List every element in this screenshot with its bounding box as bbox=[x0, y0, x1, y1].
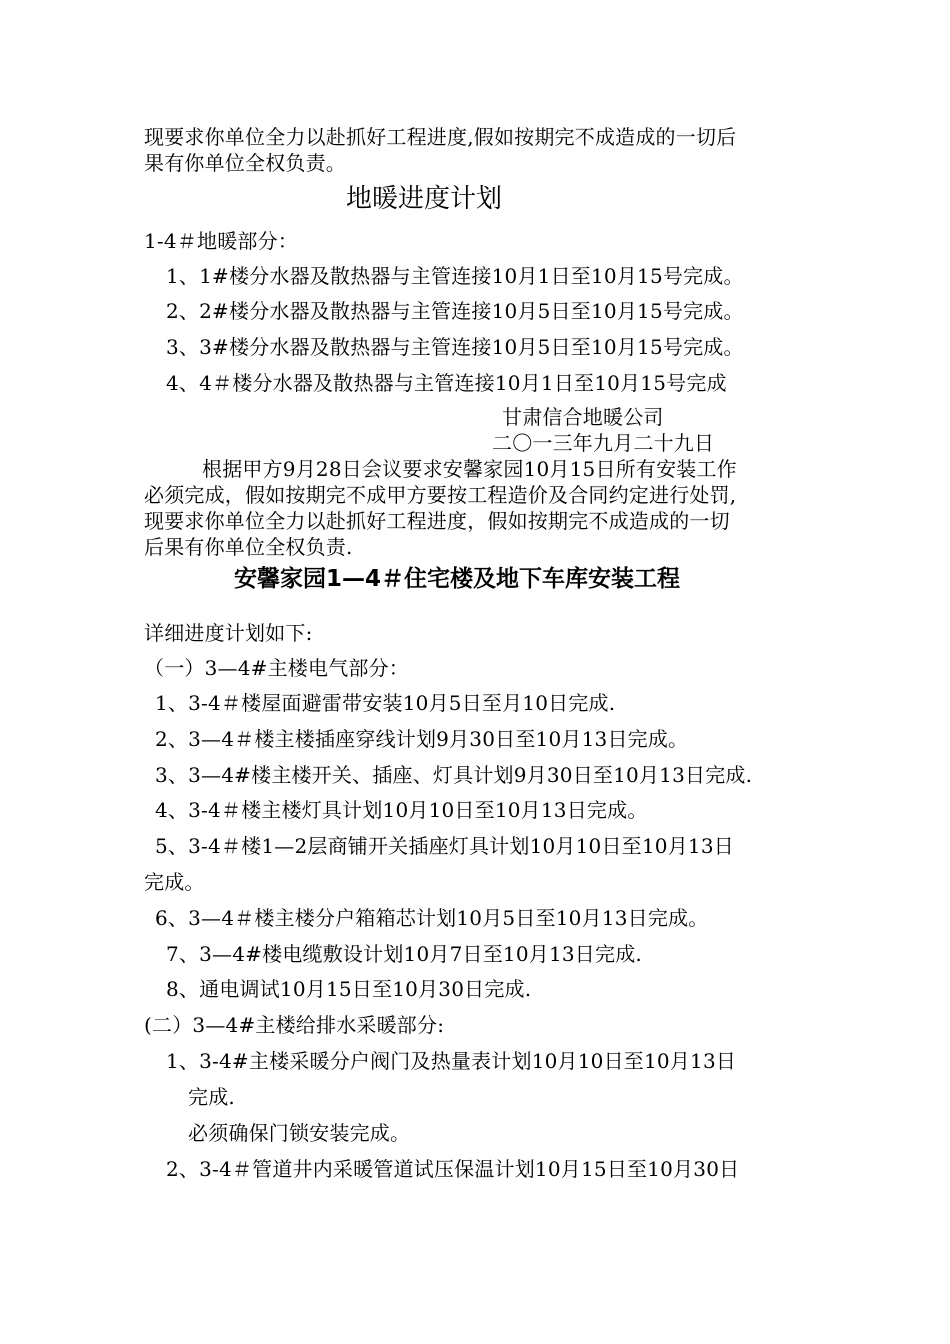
signature-date: 二〇一三年九月二十九日 bbox=[492, 431, 715, 455]
electrical-item: 3、3—4#楼主楼开关、插座、灯具计划9月30日至10月13日完成. bbox=[155, 763, 753, 787]
project-title: 安馨家园1—4＃住宅楼及地下车库安装工程 bbox=[234, 566, 681, 592]
plan-intro: 详细进度计划如下: bbox=[144, 621, 313, 645]
section-title: (二）3—4#主楼给排水采暖部分: bbox=[144, 1013, 445, 1037]
electrical-item: 6、3—4＃楼主楼分户箱箱芯计划10月5日至10月13日完成。 bbox=[155, 906, 709, 930]
paragraph-line: 果有你单位全权负责。 bbox=[144, 151, 346, 175]
plumbing-item: 1、3-4#主楼采暖分户阀门及热量表计划10月10日至10月13日 bbox=[166, 1049, 737, 1073]
electrical-item: 5、3-4＃楼1—2层商铺开关插座灯具计划10月10日至10月13日 bbox=[155, 834, 734, 858]
electrical-item: 8、通电调试10月15日至10月30日完成. bbox=[166, 977, 532, 1001]
plumbing-note: 必须确保门锁安装完成。 bbox=[188, 1121, 411, 1145]
plumbing-item: 2、3-4＃管道井内采暖管道试压保温计划10月15日至10月30日 bbox=[166, 1157, 740, 1181]
heating-item: 2、2#楼分水器及散热器与主管连接10月5日至10月15号完成。 bbox=[166, 299, 744, 323]
notice-line: 后果有你单位全权负责. bbox=[144, 535, 353, 559]
heating-item: 4、4＃楼分水器及散热器与主管连接10月1日至10月15号完成 bbox=[166, 371, 727, 395]
heating-subtitle: 1-4＃地暖部分： bbox=[144, 229, 299, 253]
electrical-item: 7、3—4#楼电缆敷设计划10月7日至10月13日完成. bbox=[166, 942, 642, 966]
section-title: （一）3—4#主楼电气部分： bbox=[144, 656, 410, 680]
electrical-item: 4、3-4＃楼主楼灯具计划10月10日至10月13日完成。 bbox=[155, 798, 648, 822]
heating-item: 3、3#楼分水器及散热器与主管连接10月5日至10月15号完成。 bbox=[166, 335, 744, 359]
plumbing-item-continued: 完成. bbox=[188, 1085, 235, 1109]
electrical-item: 1、3-4＃楼屋面避雷带安装10月5日至月10日完成. bbox=[155, 691, 616, 715]
company-signature: 甘肃信合地暖公司 bbox=[502, 405, 664, 429]
heating-item: 1、1#楼分水器及散热器与主管连接10月1日至10月15号完成。 bbox=[166, 264, 744, 288]
notice-line: 现要求你单位全力以赴抓好工程进度，假如按期完不成造成的一切 bbox=[144, 509, 730, 533]
heating-title: 地暖进度计划 bbox=[346, 184, 503, 214]
notice-line: 必须完成，假如按期完不成甲方要按工程造价及合同约定进行处罚, bbox=[144, 483, 737, 507]
electrical-item-continued: 完成。 bbox=[144, 870, 205, 894]
notice-line: 根据甲方9月28日会议要求安馨家园10月15日所有安装工作 bbox=[202, 457, 737, 481]
electrical-item: 2、3—4＃楼主楼插座穿线计划9月30日至10月13日完成。 bbox=[155, 727, 689, 751]
paragraph-line: 现要求你单位全力以赴抓好工程进度,假如按期完不成造成的一切后 bbox=[144, 125, 737, 149]
